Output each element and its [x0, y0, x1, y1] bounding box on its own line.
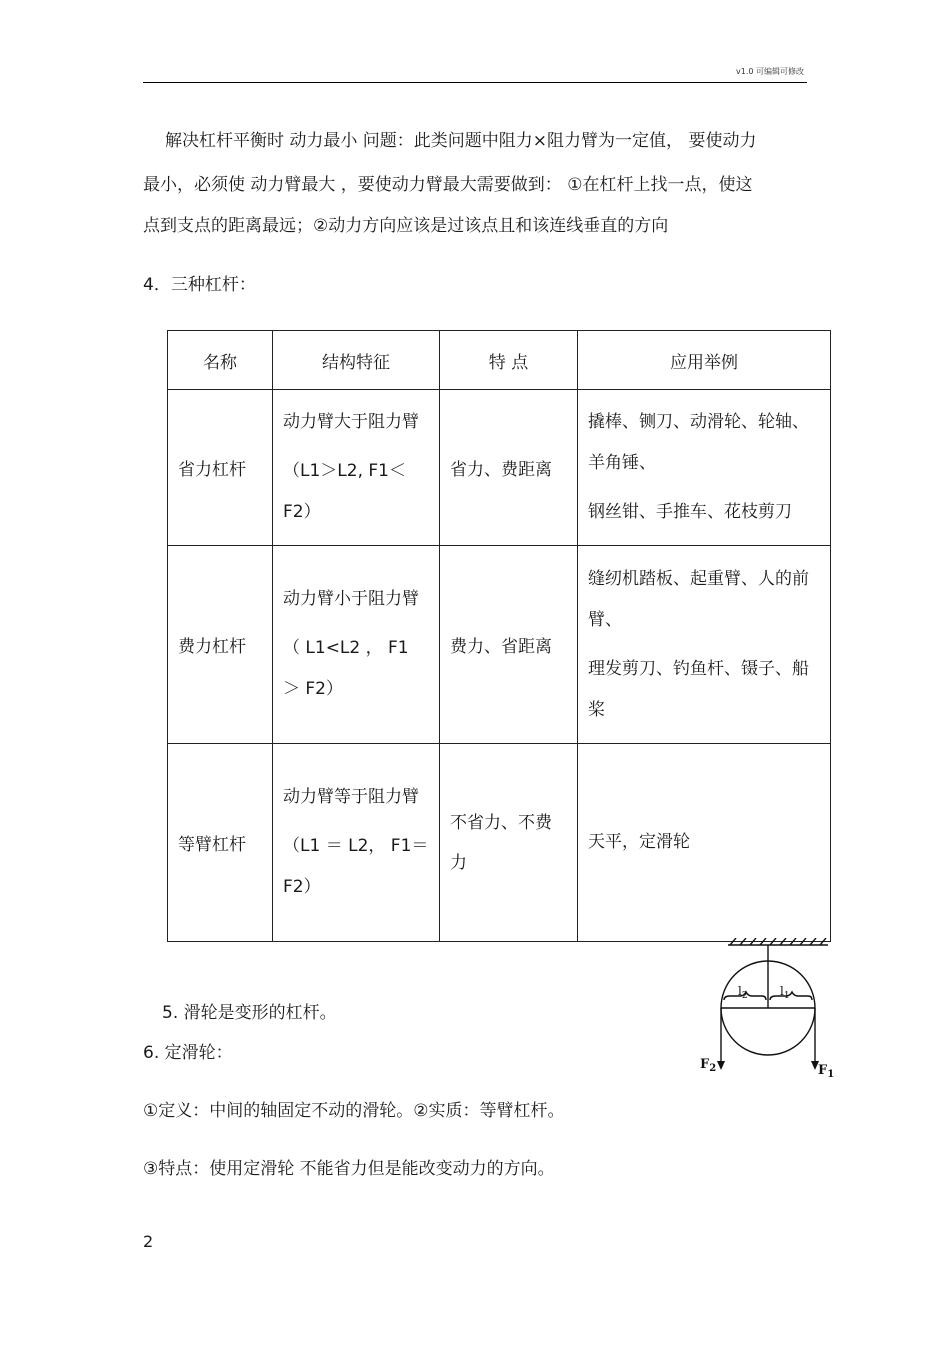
l2-label: l [738, 984, 742, 998]
examples-line-1: 天平，定滑轮 [588, 832, 690, 852]
examples-line-2: 理发剪刀、钓鱼杆、镊子、船桨 [588, 658, 809, 720]
examples-line-1: 撬棒、铡刀、动滑轮、轮轴、羊角锤、 [588, 412, 809, 473]
section-4-title: 4．三种杠杆： [143, 275, 256, 295]
section-6-line-2: ③特点：使用定滑轮 不能省力但是能改变动力的方向。 [143, 1159, 555, 1179]
table-header-row [168, 331, 831, 390]
intro-line-1: 解决杠杆平衡时 动力最小 问题：此类问题中阻力×阻力臂为一定值， 要使动力 [165, 131, 757, 151]
row-structure [273, 546, 440, 744]
row-feature: 不省力、不费力 [440, 744, 578, 942]
examples-line-1: 缝纫机踏板、起重臂、人的前臂、 [588, 568, 809, 630]
l2-sub: 2 [741, 991, 748, 1001]
f1-sub: 1 [827, 1069, 835, 1080]
table-row [168, 744, 831, 942]
svg-text:l2 [738, 984, 748, 1001]
section-6-line-1: ①定义：中间的轴固定不动的滑轮。②实质：等臂杠杆。 [143, 1101, 565, 1121]
svg-text:l1 [780, 984, 790, 1001]
structure-text: 动力臂小于阻力臂 [283, 589, 419, 609]
svg-text:F1 [818, 1063, 834, 1080]
section-5-text: 5. 滑轮是变形的杠杆。 [162, 1003, 337, 1023]
structure-text: 动力臂大于阻力臂 [283, 412, 419, 432]
row-structure [273, 744, 440, 942]
row-name: 等臂杠杆 [168, 744, 273, 942]
intro-line-3: 点到支点的距离最远；②动力方向应该是过该点且和该连线垂直的方向 [143, 216, 669, 236]
header-structure: 结构特征 [273, 331, 440, 390]
row-examples [578, 744, 831, 942]
intro-line-2: 最小，必须使 动力臂最大 ，要使动力臂最大需要做到： ①在杠杆上找一点，使这 [143, 175, 753, 195]
svg-text:F2 [700, 1057, 716, 1074]
condition-text: （L1＞L2, F1＜F2） [283, 461, 406, 522]
f2-sub: 2 [709, 1063, 717, 1074]
row-examples [578, 546, 831, 744]
header-rule [143, 82, 807, 83]
row-examples [578, 390, 831, 546]
lever-types-table [167, 330, 831, 942]
header-feature: 特 点 [440, 331, 578, 390]
fixed-pulley-diagram [700, 938, 840, 1083]
f1-label: F [818, 1063, 828, 1078]
l1-sub: 1 [783, 991, 790, 1001]
row-feature: 费力、省距离 [440, 546, 578, 744]
condition-text: （ L1<L2 ， F1 ＞ F2） [283, 638, 409, 699]
version-label: v1.0 可编辑可修改 [736, 67, 804, 76]
row-structure [273, 390, 440, 546]
row-name: 费力杠杆 [168, 546, 273, 744]
header-examples: 应用举例 [578, 331, 831, 390]
row-feature: 省力、费距离 [440, 390, 578, 546]
condition-text: （L1 ＝ L2， F1＝ F2） [283, 836, 429, 897]
header-name: 名称 [168, 331, 273, 390]
section-6-title: 6. 定滑轮： [143, 1043, 233, 1063]
table-row [168, 390, 831, 546]
row-name: 省力杠杆 [168, 390, 273, 546]
l1-label: l [780, 984, 784, 998]
structure-text: 动力臂等于阻力臂 [283, 787, 419, 807]
f2-label: F [700, 1057, 710, 1072]
examples-line-2: 钢丝钳、手推车、花枝剪刀 [588, 502, 792, 522]
table-row [168, 546, 831, 744]
page-number: 2 [143, 1232, 154, 1251]
